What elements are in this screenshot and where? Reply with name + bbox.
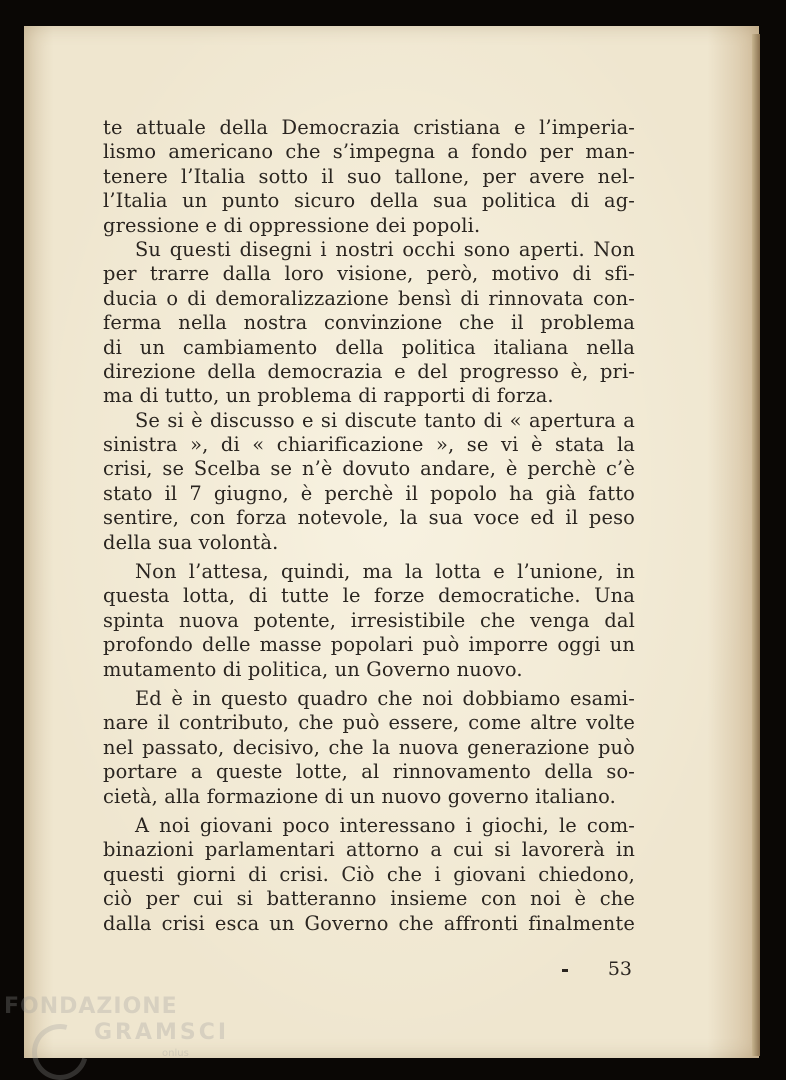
text-line: ducia o di demoralizzazione bensì di rinnovata con- [103, 286, 635, 310]
watermark-circle-icon [22, 1014, 98, 1080]
text-line: Se si è discusso e si discute tanto di « apertura a [135, 408, 635, 432]
text-line: mutamento di politica, un Governo nuovo. [103, 657, 523, 681]
text-line: lismo americano che s’impegna a fondo per man- [103, 140, 635, 164]
paragraph-4 [103, 560, 635, 682]
folio-dash [562, 969, 568, 972]
watermark-text: onlus [162, 1048, 189, 1059]
page-number-text: 53 [607, 958, 632, 980]
text-line: questi giorni di crisi. Ciò che i giovani chiedono, [103, 862, 635, 886]
page-edge [752, 34, 760, 1056]
watermark-text: GRAMSCI [94, 1020, 230, 1045]
text-line: A noi giovani poco interessano i giochi, le com- [135, 813, 635, 837]
text-line: per trarre dalla loro visione, però, motivo di sfi- [103, 262, 635, 286]
text-line: profondo delle masse popolari può imporre oggi un [103, 633, 635, 657]
body-text [103, 116, 635, 936]
paragraph-3 [103, 409, 635, 555]
text-line: sentire, con forza notevole, la sua voce ed il peso [103, 506, 635, 530]
text-line: Ed è in questo quadro che noi dobbiamo esami- [135, 686, 635, 710]
text-line: spinta nuova potente, irresistibile che venga dal [103, 608, 635, 632]
text-line: ma di tutto, un problema di rapporti di forza. [103, 384, 554, 408]
text-line: l’Italia un punto sicuro della sua politica di ag- [103, 189, 635, 213]
text-line: direzione della democrazia e del progresso è, pri- [103, 359, 635, 383]
paragraph-5 [103, 687, 635, 809]
text-line: tenere l’Italia sotto il suo tallone, per avere nel- [103, 164, 635, 188]
text-line: ferma nella nostra convinzione che il problema [103, 311, 635, 335]
page-number [540, 958, 632, 980]
paragraph-1 [103, 116, 635, 238]
watermark-logo [2, 990, 230, 1080]
text-line: Su questi disegni i nostri occhi sono aperti. Non [135, 237, 635, 261]
paragraph-6 [103, 814, 635, 936]
text-line: te attuale della Democrazia cristiana e l’imperia- [103, 116, 635, 139]
text-line: nare il contributo, che può essere, come altre volte [103, 711, 635, 735]
paragraph-2 [103, 238, 635, 409]
text-line: stato il 7 giugno, è perchè il popolo ha già fatto [103, 481, 635, 505]
text-line: crisi, se Scelba se n’è dovuto andare, è perchè c’è [103, 457, 635, 481]
text-line: binazioni parlamentari attorno a cui si lavorerà in [103, 838, 635, 862]
text-line: ciò per cui si batteranno insieme con noi è che [103, 887, 635, 911]
text-line: sinistra », di « chiarificazione », se vi è stata la [103, 433, 635, 457]
watermark-text: FONDAZIONE [4, 994, 178, 1019]
text-line: portare a queste lotte, al rinnovamento della so- [103, 760, 635, 784]
text-line: gressione e di oppressione dei popoli. [103, 213, 481, 237]
text-line: dalla crisi esca un Governo che affronti finalmente [103, 911, 635, 935]
text-line: della sua volontà. [103, 530, 279, 554]
text-line: di un cambiamento della politica italiana nella [103, 335, 635, 359]
text-line: cietà, alla formazione di un nuovo governo italiano. [103, 784, 616, 808]
text-line: questa lotta, di tutte le forze democratiche. Una [103, 584, 635, 608]
text-line: Non l’attesa, quindi, ma la lotta e l’unione, in [135, 560, 635, 584]
text-line: nel passato, decisivo, che la nuova generazione può [103, 735, 635, 759]
